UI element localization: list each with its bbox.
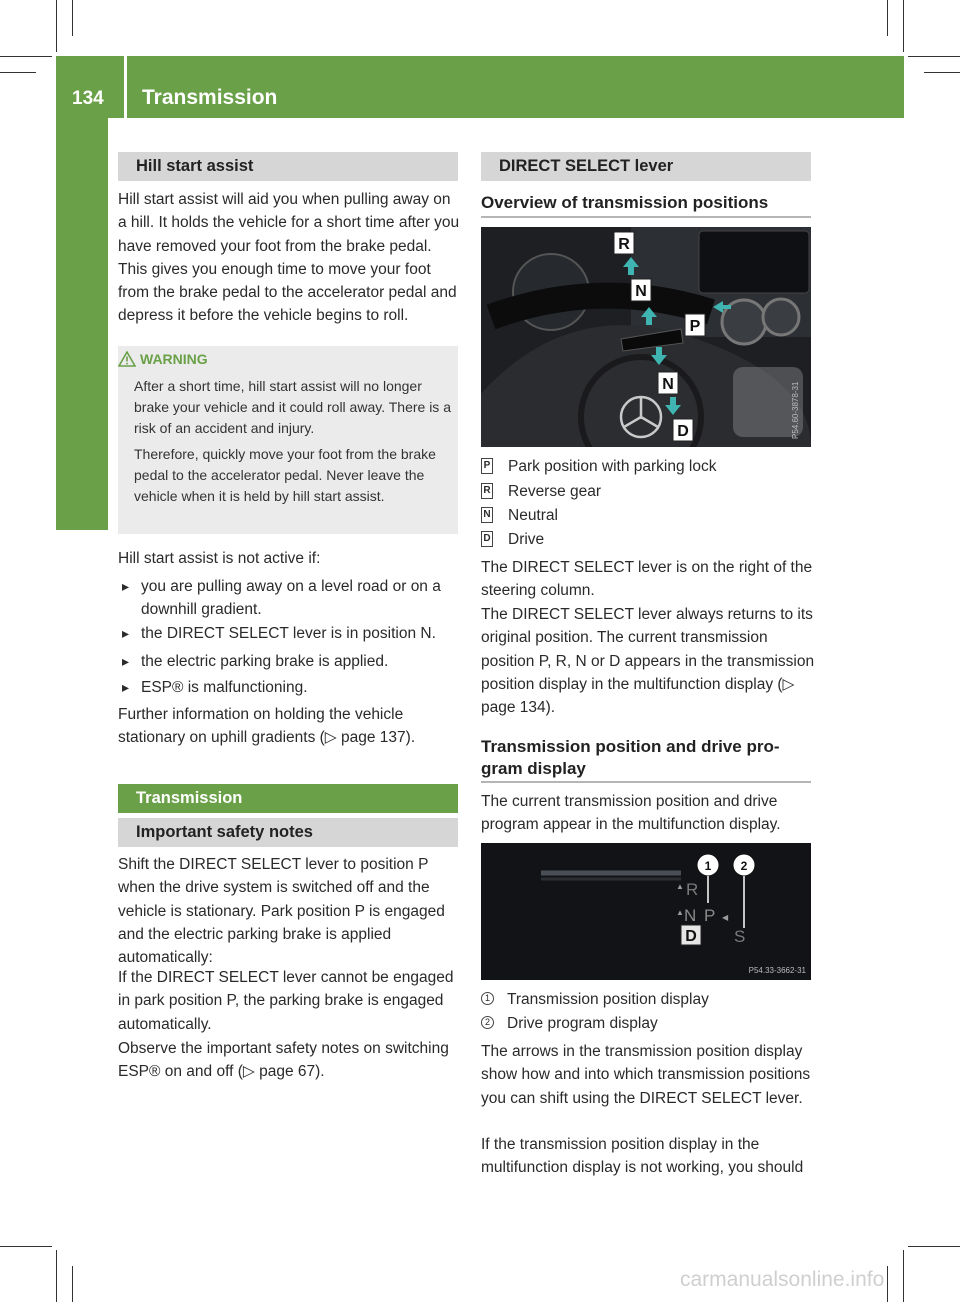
warning-text bbox=[134, 376, 454, 507]
lever-location-text: The DIRECT SELECT lever is on the right of the steering column. bbox=[481, 559, 813, 600]
list-item-text: you are pulling away on a level road or on a downhill gradient. bbox=[141, 578, 441, 619]
warning-box bbox=[118, 346, 458, 534]
gear-r: R bbox=[686, 880, 699, 899]
crop-mark bbox=[56, 0, 57, 52]
callout-number: 2 bbox=[740, 859, 748, 873]
lever-return-text: The DIRECT SELECT lever always returns to its original position. The current transmission position P, R, N or D appears in the transmission position display in the multifunction display (▷ page 134). bbox=[481, 606, 815, 717]
position-symbol: N bbox=[481, 507, 493, 523]
position-label: Park position with parking lock bbox=[508, 458, 717, 475]
warning-title: WARNING bbox=[140, 351, 208, 367]
section-heading-hill-start: Hill start assist bbox=[118, 152, 458, 181]
list-item-text: the electric parking brake is applied. bbox=[141, 653, 389, 670]
subheading-display-2: gram display bbox=[481, 759, 586, 778]
arrows-explanation: The arrows in the transmission position display show how and into which transmission positions you can shift using the DIRECT SELECT lever. bbox=[481, 1043, 811, 1107]
multifunction-display-figure bbox=[481, 843, 811, 980]
crop-mark bbox=[0, 72, 36, 73]
further-info: Further information on holding the vehicle stationary on uphill gradients (▷ page 137). bbox=[118, 706, 416, 747]
display-fault-text: If the transmission position display in the multifunction display is not working, you should bbox=[481, 1136, 804, 1177]
crop-mark bbox=[887, 1266, 888, 1302]
crop-mark bbox=[72, 1266, 73, 1302]
list-item-text: ESP® is malfunctioning. bbox=[141, 679, 308, 696]
drive-program: S bbox=[734, 927, 746, 946]
legend-label: Drive program display bbox=[507, 1015, 658, 1032]
page-number: 134 bbox=[72, 88, 104, 109]
legend-item bbox=[481, 988, 811, 1012]
gear-n: N bbox=[684, 906, 697, 925]
safety-paragraph: Shift the DIRECT SELECT lever to position P when the drive system is switched off and the vehicle is stationary. Park position P is engaged and the electric parking brake is applied automatically: bbox=[118, 856, 445, 967]
position-item bbox=[481, 528, 811, 552]
gear-p: P bbox=[704, 906, 716, 925]
subheading-overview: Overview of transmission positions bbox=[481, 193, 769, 212]
figure-label: P bbox=[689, 318, 701, 335]
legend-label: Transmission position display bbox=[507, 991, 709, 1008]
gear-d: D bbox=[685, 928, 697, 945]
up-arrow-icon: ▲ bbox=[676, 882, 684, 891]
position-symbol: D bbox=[481, 531, 493, 547]
list-item: ▸ ESP® is malfunctioning. bbox=[118, 676, 462, 700]
warning-paragraph: Therefore, quickly move your foot from the brake pedal to the accelerator pedal. Never leave the vehicle when it is held by hill start assist. bbox=[134, 445, 436, 505]
legend-number: 2 bbox=[481, 1016, 494, 1029]
section-heading-safety: Important safety notes bbox=[118, 818, 458, 847]
heading-rule bbox=[481, 781, 811, 783]
position-label: Neutral bbox=[508, 507, 558, 524]
crop-mark bbox=[72, 0, 73, 36]
position-symbol: R bbox=[481, 483, 493, 499]
hill-start-intro: Hill start assist will aid you when pulling away on a hill. It holds the vehicle for a short time after you have removed your foot from the brake pedal. This gives you enough time to move your foot from the brake pedal to the accelerator pedal and depress it before the vehicle begins to roll. bbox=[118, 191, 460, 325]
figure-label: R bbox=[618, 236, 630, 253]
legend-item bbox=[481, 1012, 811, 1036]
warning-icon bbox=[118, 351, 136, 367]
not-active-intro: Hill start assist is not active if: bbox=[118, 550, 321, 567]
crop-mark bbox=[0, 1246, 52, 1247]
crop-mark bbox=[924, 72, 960, 73]
display-intro: The current transmission position and drive program appear in the multifunction display. bbox=[481, 793, 781, 834]
heading-rule bbox=[481, 216, 811, 218]
crop-mark bbox=[903, 1250, 904, 1302]
figure-code: P54.33-3662-31 bbox=[748, 966, 806, 975]
position-symbol: P bbox=[481, 458, 493, 474]
direct-select-lever-figure bbox=[481, 227, 811, 447]
position-item bbox=[481, 504, 811, 528]
up-arrow-icon: ▲ bbox=[676, 908, 684, 917]
position-item bbox=[481, 455, 811, 479]
left-arrow-icon: ◀ bbox=[722, 913, 729, 922]
section-heading-direct-select: DIRECT SELECT lever bbox=[481, 152, 811, 181]
crop-mark bbox=[903, 0, 904, 52]
crop-mark bbox=[0, 56, 52, 57]
subheading-display-1: Transmission position and drive pro- bbox=[481, 737, 780, 756]
list-item-text: the DIRECT SELECT lever is in position N. bbox=[141, 625, 436, 642]
callout-number: 1 bbox=[704, 859, 712, 873]
list-item: ▸ you are pulling away on a level road or on a downhill gradient. bbox=[118, 575, 462, 623]
list-item: ▸ the DIRECT SELECT lever is in position N. bbox=[118, 622, 462, 646]
crop-mark bbox=[908, 56, 960, 57]
crop-mark bbox=[908, 1246, 960, 1247]
safety-paragraph: Observe the important safety notes on switching ESP® on and off (▷ page 67). bbox=[118, 1040, 449, 1081]
legend-number: 1 bbox=[481, 992, 494, 1005]
figure-label: N bbox=[662, 376, 674, 393]
header-divider bbox=[124, 56, 127, 118]
section-heading-transmission: Transmission bbox=[118, 784, 458, 813]
figure-label: D bbox=[677, 423, 689, 440]
position-label: Reverse gear bbox=[508, 483, 602, 500]
figure-code: P54.60-3878-31 bbox=[791, 381, 800, 439]
side-tab-label: Driving and parking bbox=[69, 159, 92, 357]
figure-label: N bbox=[635, 283, 647, 300]
safety-paragraph: If the DIRECT SELECT lever cannot be engaged in park position P, the parking brake is engaged automatically. bbox=[118, 969, 454, 1033]
warning-paragraph: After a short time, hill start assist will no longer brake your vehicle and it could roll away. There is a risk of an accident and injury. bbox=[134, 378, 451, 437]
crop-mark bbox=[56, 1250, 57, 1302]
watermark: carmanualsonline.info bbox=[680, 1268, 885, 1291]
page-title: Transmission bbox=[142, 86, 278, 109]
position-label: Drive bbox=[508, 531, 545, 548]
list-item: ▸ the electric parking brake is applied. bbox=[118, 650, 462, 674]
position-item bbox=[481, 480, 811, 504]
crop-mark bbox=[887, 0, 888, 36]
